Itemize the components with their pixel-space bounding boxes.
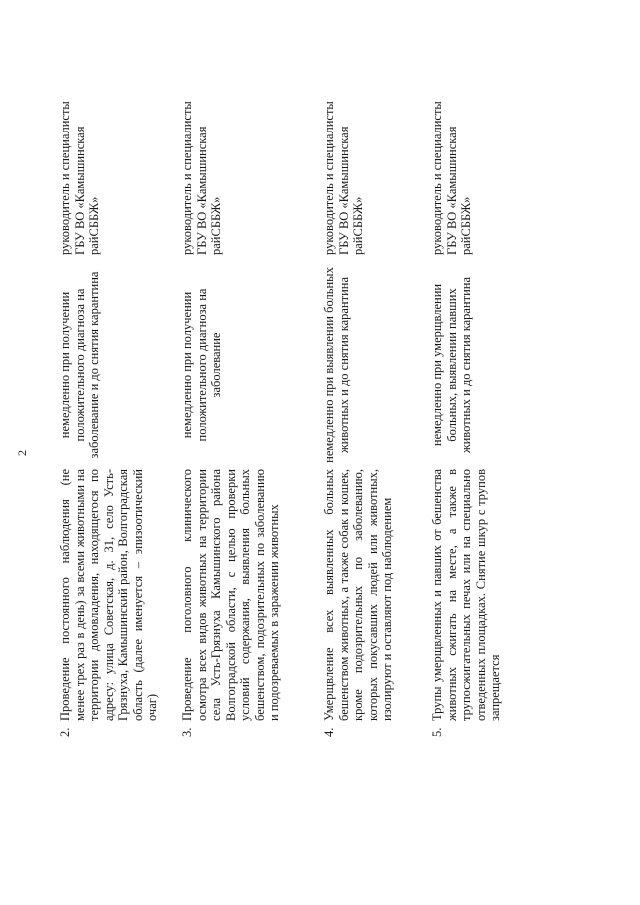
deadline-cell: немедленно при получении положительного диагноза на заболевание и до снятия карантина [58, 271, 101, 459]
row-number: 4. [322, 727, 336, 737]
row-number: 3. [180, 727, 194, 737]
row-number: 2. [58, 727, 72, 737]
page-number: 2 [15, 450, 29, 456]
deadline-cell: немедленно при получении положительного диагноза на заболевание [180, 288, 223, 442]
responsible-cell: руководитель и специалисты ГБУ ВО «Камышинская райСББЖ» [430, 101, 473, 255]
measure-cell: Проведение постоянного наблюдения (не менее трех раз в день) за всеми животными на территории домовладения, находящегося по адресу: улица Советская, д. 31, село Усть-Грязнуха, Камышинский район, Волгоградская область (далее именуется – эпизоотический очаг) [58, 469, 159, 721]
row-number: 5. [430, 727, 444, 737]
responsible-cell: руководитель и специалисты ГБУ ВО «Камышинская райСББЖ» [322, 101, 365, 255]
responsible-cell: руководитель и специалисты ГБУ ВО «Камышинская райСББЖ» [180, 101, 223, 255]
measure-cell: Умерщвление всех выявленных больных бешенством животных, а также собак и кошек, кроме подозрительных по заболеванию, которых покусавших людей или животных, изолируют и оставляют под наблюдением [322, 469, 394, 721]
responsible-cell: руководитель и специалисты ГБУ ВО «Камышинская райСББЖ» [58, 101, 101, 255]
deadline-cell: немедленно при выявлении больных животных и до снятия карантина [322, 267, 351, 463]
deadline-cell: немедленно при умерщвлении больных, выявлении павших животных и до снятия карантина [430, 276, 473, 454]
measure-cell: Трупы умерщвленных и павших от бешенства животных сжигать на месте, а также в трупосжигательных печах или на специально отведенных площадках. Снятие шкур с трупов запрещается [430, 469, 502, 721]
measure-cell: Проведение поголовного клинического осмотра всех видов животных на территории села Усть-Грязнуха Камышинского района Волгоградской области, с целью проверки условий содержания, выявления больных бешенством, подозрительных по заболеванию и подозреваемых в заражении животных [180, 469, 281, 721]
